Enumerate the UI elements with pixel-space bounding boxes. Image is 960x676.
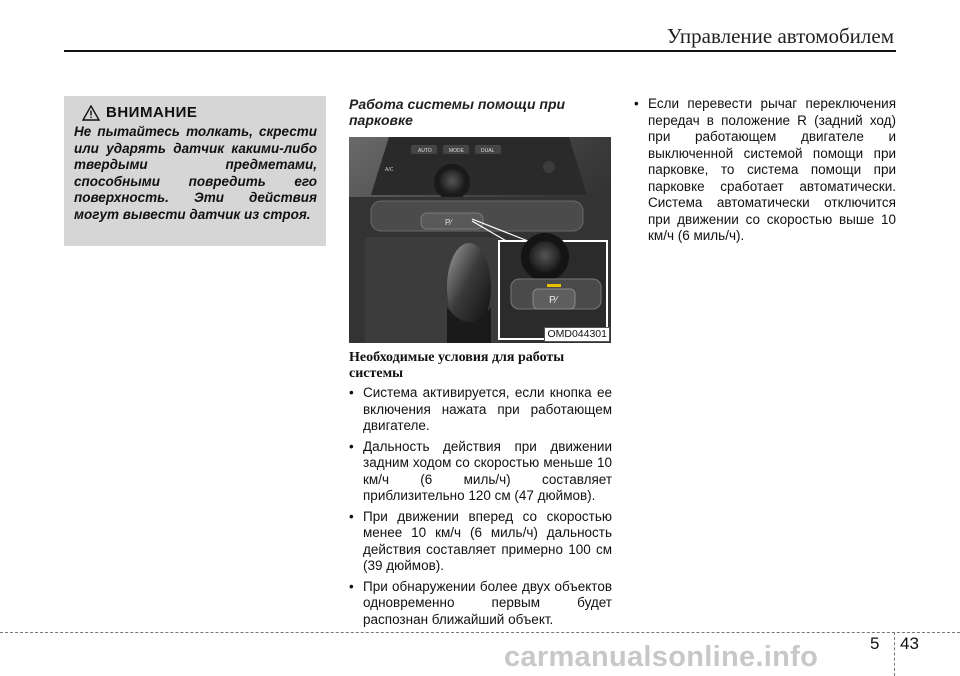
footer-divider (894, 632, 895, 676)
header-title: Управление автомобилем (666, 24, 894, 48)
list-item: • Если перевести рычаг переключения передач в положение R (задний ход) при работающем двигателе и выключенной системой помощи при парковке, то система помощи при парковке сработает автоматически. Система автоматически отключится при движении со скоростью выше 10 км/ч (6 миль/ч). (634, 96, 896, 243)
section-heading: Работа системы помощи при парковке (349, 96, 566, 128)
section-heading-block (349, 96, 611, 128)
footer-rule (0, 632, 960, 633)
parking-assist-icon: P⁄ (549, 295, 558, 306)
ac-label: A/C (385, 167, 394, 173)
conditions-list (349, 385, 612, 632)
warning-title: ВНИМАНИЕ (106, 104, 198, 121)
warning-box (64, 96, 326, 246)
parking-assist-button-image (349, 137, 611, 343)
warning-text: Не пытайтесь толкать, скрести или ударять датчик какими-либо твердыми предметами, способными повредить его поверхность. Эти действия могут вывести датчик из строя. (74, 124, 317, 222)
dual-label: DUAL (481, 148, 495, 154)
list-item: • При обнаружении более двух объектов одновременно первым будет распознан ближайший объект. (349, 578, 612, 627)
conditions-heading: Необходимые условия для работы системы (349, 350, 565, 381)
auto-activation-list (634, 96, 896, 249)
console-illustration (349, 137, 611, 343)
watermark: carmanualsonline.info (504, 641, 819, 673)
image-caption: OMD044301 (544, 327, 610, 342)
header-rule (64, 50, 896, 52)
mode-label: MODE (449, 148, 464, 154)
chapter-number: 5 (870, 634, 880, 653)
list-item: • Дальность действия при движении задним ходом со скоростью меньше 10 км/ч (6 миль/ч) составляет приблизительно 120 см (47 дюймов). (349, 438, 612, 503)
auto-label: AUTO (418, 148, 432, 154)
page-number: 43 (900, 634, 919, 653)
list-item: • При движении вперед со скоростью менее 10 км/ч (6 миль/ч) дальность действия составляет примерно 100 см (39 дюймов). (349, 508, 612, 573)
warning-head (82, 104, 317, 121)
list-item: • Система активируется, если кнопка ее включения нажата при работающем двигателе. (349, 385, 612, 433)
warning-triangle-icon (82, 105, 100, 121)
parking-icon-small: P⁄ (445, 218, 452, 227)
